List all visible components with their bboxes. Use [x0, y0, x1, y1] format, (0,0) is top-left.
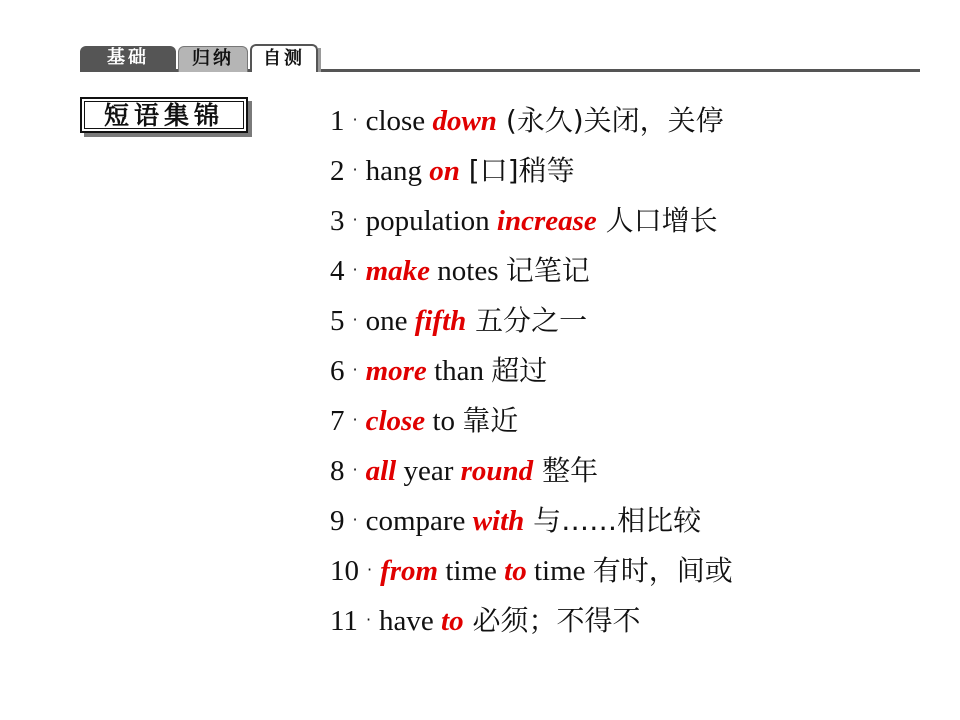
phrase-item	[330, 548, 733, 598]
phrase-separator: ·	[352, 510, 358, 529]
phrase-keyword: round	[460, 455, 534, 487]
phrase-text: have	[379, 605, 442, 637]
phrase-separator: ·	[352, 160, 358, 179]
phrase-text: than	[426, 355, 492, 387]
phrase-separator: ·	[352, 410, 358, 429]
phrase-text: year	[396, 455, 461, 487]
phrase-item	[330, 98, 733, 148]
phrase-separator: ·	[352, 110, 358, 129]
phrase-text: close	[365, 105, 433, 137]
phrase-text: compare	[365, 505, 473, 537]
phrase-number: 11	[330, 605, 358, 637]
phrase-meaning: 人口增长	[596, 204, 718, 237]
phrase-text: to	[425, 405, 463, 437]
tab-bar	[80, 42, 920, 72]
tab-basics[interactable]: 基础	[80, 46, 176, 72]
phrase-keyword: more	[365, 355, 427, 387]
phrase-separator: ·	[352, 460, 358, 479]
phrase-keyword: increase	[496, 205, 597, 237]
phrase-number: 8	[330, 455, 345, 487]
phrase-keyword: down	[432, 105, 497, 137]
phrase-keyword: all	[365, 455, 397, 487]
section-tag	[80, 97, 248, 133]
phrase-number: 6	[330, 355, 345, 387]
phrase-item	[330, 448, 733, 498]
phrase-text: time	[438, 555, 505, 587]
phrase-number: 7	[330, 405, 345, 437]
phrase-item	[330, 248, 733, 298]
phrase-number: 3	[330, 205, 345, 237]
phrase-item	[330, 598, 733, 648]
phrase-meaning: 靠近	[462, 404, 519, 437]
phrase-keyword: from	[380, 555, 439, 587]
phrase-item	[330, 298, 733, 348]
section-tag-label: 短语集锦	[84, 101, 244, 129]
phrase-separator: ·	[365, 610, 372, 629]
phrase-keyword: on	[429, 155, 460, 187]
phrase-meaning: [口]稍等	[459, 154, 575, 187]
phrase-meaning: 有时，间或	[592, 554, 733, 587]
phrase-item	[330, 148, 733, 198]
phrase-meaning: 整年	[533, 454, 599, 487]
phrase-text: notes	[430, 255, 506, 287]
phrase-separator: ·	[367, 560, 373, 579]
phrase-keyword: fifth	[414, 305, 467, 337]
phrase-item	[330, 198, 733, 248]
phrase-meaning: 五分之一	[466, 304, 588, 337]
phrase-meaning: 与……相比较	[524, 504, 702, 537]
phrase-separator: ·	[352, 260, 358, 279]
phrase-item	[330, 398, 733, 448]
phrase-list	[330, 98, 733, 648]
phrase-meaning: 必须；不得不	[463, 604, 641, 637]
phrase-separator: ·	[352, 310, 358, 329]
phrase-item	[330, 498, 733, 548]
phrase-separator: ·	[352, 210, 358, 229]
tab-self-test[interactable]: 自测	[250, 44, 318, 72]
phrase-text: one	[365, 305, 415, 337]
phrase-meaning: (永久)关闭，关停	[496, 104, 724, 137]
phrase-number: 10	[330, 555, 359, 587]
phrase-keyword: with	[472, 505, 525, 537]
phrase-number: 9	[330, 505, 345, 537]
phrase-item	[330, 348, 733, 398]
phrase-text: hang	[365, 155, 430, 187]
phrase-number: 2	[330, 155, 345, 187]
phrase-number: 4	[330, 255, 345, 287]
phrase-text: population	[365, 205, 497, 237]
phrase-number: 5	[330, 305, 345, 337]
tab-self-test-shadow	[318, 48, 321, 72]
phrase-keyword: to	[441, 605, 464, 637]
phrase-meaning: 记笔记	[505, 254, 590, 287]
phrase-meaning: 超过	[491, 354, 548, 387]
phrase-keyword: make	[365, 255, 431, 287]
phrase-keyword: close	[365, 405, 426, 437]
phrase-separator: ·	[352, 360, 358, 379]
phrase-text: time	[526, 555, 593, 587]
tab-summary[interactable]: 归纳	[178, 46, 248, 72]
phrase-number: 1	[330, 105, 345, 137]
phrase-keyword: to	[504, 555, 527, 587]
